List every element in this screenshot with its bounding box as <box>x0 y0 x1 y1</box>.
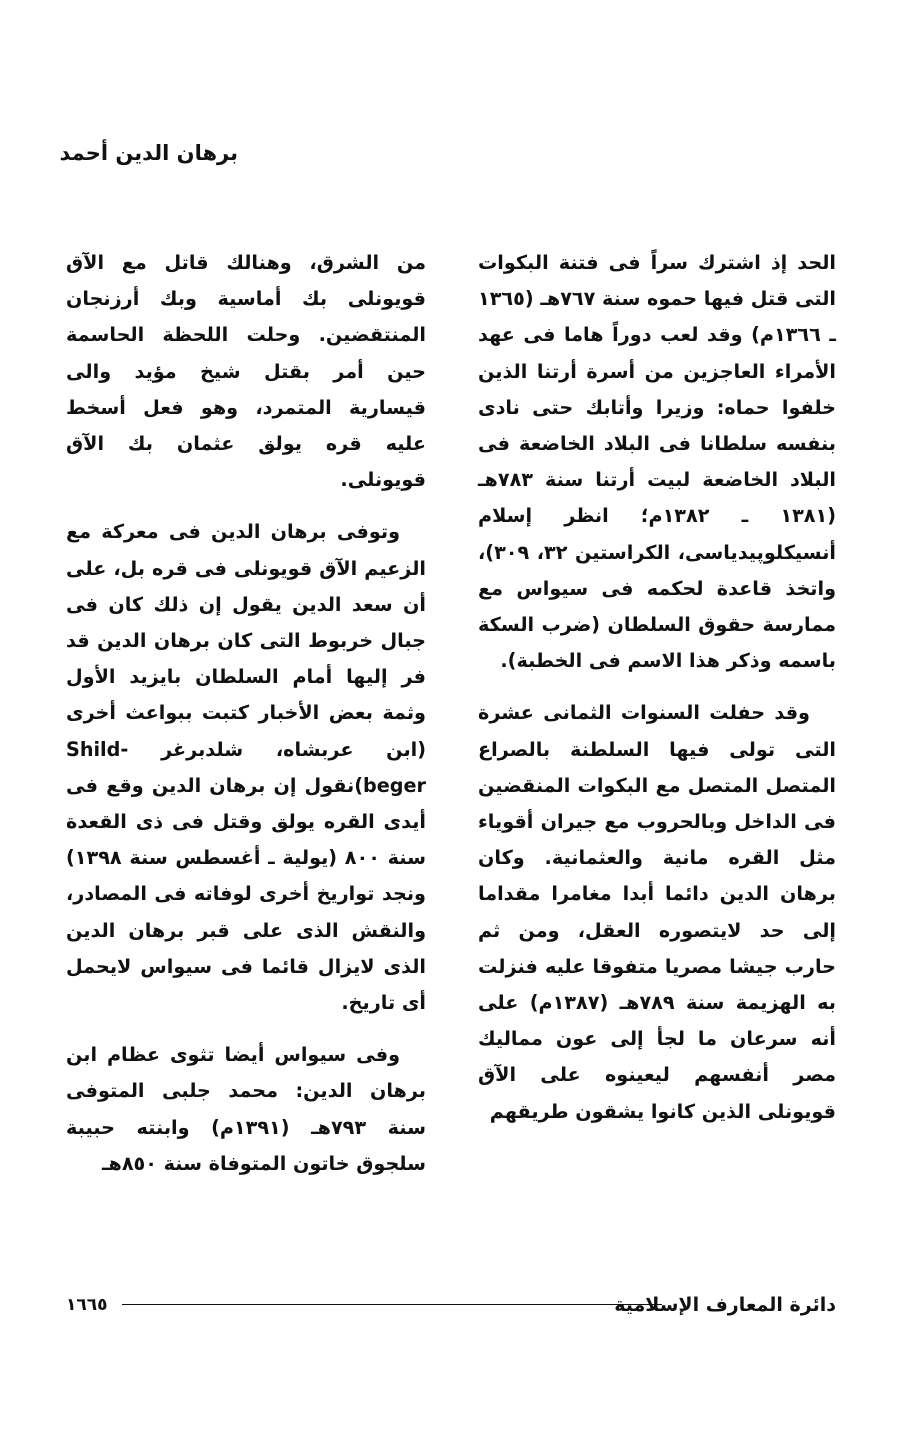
page-number: ١٦٦٥ <box>66 1295 108 1315</box>
page-header-title: برهان الدين أحمد <box>59 141 238 165</box>
footer-divider <box>122 1304 662 1305</box>
paragraph: وفى سيواس أيضا تثوى عظام ابن برهان الدين: محمد جلبى المتوفى سنة ٧٩٣هـ (١٣٩١م) وابنته حبيبة سلجوق خاتون المتوفاة سنة ٨٥٠هـ <box>66 1043 426 1175</box>
paragraph: الحد إذ اشترك سراً فى فتنة البكوات التى قتل فيها حموه سنة ٧٦٧هـ (١٣٦٥ ـ ١٣٦٦م) وقد لعب دوراً هاما فى عهد الأمراء العاجزين من أسرة أرتنا الذين خلفوا حماه: وزيرا وأتابك حتى نادى بنفسه سلطانا فى البلاد الخاضعة فى البلاد الخاضعة لبيت أرتنا سنة ٧٨٣هـ (١٣٨١ ـ ١٣٨٢م؛ انظر إسلام أنسيكلوپيدياسى، الكراستين ٣٢، ٣٠٩)، واتخذ قاعدة لحكمه فى سيواس مع ممارسة حقوق السلطان (ضرب السكة باسمه وذكر هذا الاسم فى الخطبة). <box>478 251 836 673</box>
page-footer <box>66 1290 836 1320</box>
left-text-column <box>66 245 426 1198</box>
right-text-column <box>478 245 836 1146</box>
paragraph: وقد حفلت السنوات الثمانى عشرة التى تولى فيها السلطنة بالصراع المتصل المتصل مع البكوات المنقضين فى الداخل وبالحروب مع جيران أقوياء مثل القره مانية والعثمانية. وكان برهان الدين دائما أبدا مغامرا مقداما إلى حد لايتصوره العقل، ومن ثم حارب جيشا مصريا متفوقا عليه فنزلت به الهزيمة سنة ٧٨٩هـ (١٣٨٧م) على أنه سرعان ما لجأ إلى عون مماليك مصر أنفسهم ليعينوه على الآق قويونلى الذين كانوا يشقون طريقهم <box>478 701 837 1123</box>
paragraph: وتوفى برهان الدين فى معركة مع الزعيم الآق قويونلى فى قره بل، على أن سعد الدين يقول إن ذلك كان فى جبال خربوط التى كان برهان الدين قد فر إليها أمام السلطان بايزيد الأول وثمة بعض الأخبار كتبت ببواعث أخرى (ابن عربشاه، شلدبرغر Shild-beger)نقول إن برهان الدين وقع فى أيدى القره يولق وقتل فى ذى القعدة سنة ٨٠٠ (يولية ـ أغسطس سنة ١٣٩٨) ونجد تواريخ أخرى لوفاته فى المصادر، والنقش الذى على قبر برهان الدين الذى لايزال قائما فى سيواس لايحمل أى تاريخ. <box>66 520 426 1015</box>
footer-journal-title: دائرة المعارف الإسلامية <box>614 1294 836 1316</box>
paragraph: من الشرق، وهنالك قاتل مع الآق قويونلى بك أماسية وبك أرزنجان المنتقضين. وحلت اللحظة الحاسمة حين أمر بقتل شيخ مؤيد والى قيسارية المتمرد، وهو فعل أسخط عليه قره يولق عثمان بك الآق قويونلى. <box>66 251 426 492</box>
